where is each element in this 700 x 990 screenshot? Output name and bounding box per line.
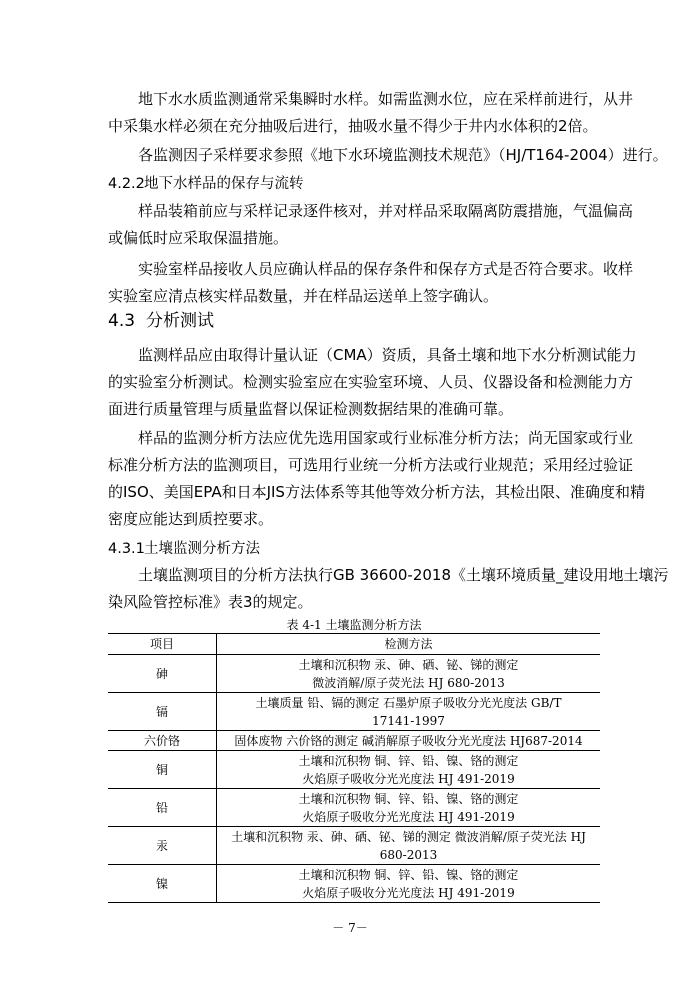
row-item: 铅 [108, 789, 217, 827]
text-line: 各监测因子采样要求参照《地下水环境监测技术规范》（HJ/T164-2004）进行。 [138, 146, 668, 164]
method-line: 火焰原子吸收分光光度法 HJ 491-2019 [302, 885, 515, 900]
text-line: 地下水水质监测通常采集瞬时水样。如需监测水位，应在采样前进行，从井 [138, 90, 634, 108]
text-line: 或偏低时应采取保温措施。 [108, 229, 289, 247]
text-line: 样品装箱前应与采样记录逐件核对，并对样品采取隔离防震措施，气温偏高 [138, 202, 634, 220]
row-item: 镍 [108, 865, 217, 903]
row-method [217, 827, 601, 865]
paragraph-groundwater-sampling [108, 86, 634, 140]
text-line: 实验室样品接收人员应确认样品的保存条件和保存方式是否符合要求。收样 [138, 260, 634, 278]
header-method: 检测方法 [217, 634, 601, 655]
row-method [217, 693, 601, 731]
text-line: 中采集水样必须在充分抽吸后进行，抽吸水量不得少于井内水体积的2倍。 [108, 117, 598, 135]
row-method [217, 751, 601, 789]
method-line: 土壤和沉积物 铜、锌、铅、镍、铬的测定 [298, 753, 519, 768]
row-item: 砷 [108, 655, 217, 693]
paragraph-packing [108, 198, 634, 252]
row-method [217, 865, 601, 903]
method-line: 土壤和沉积物 铜、锌、铅、镍、铬的测定 [298, 867, 519, 882]
method-line: 火焰原子吸收分光光度法 HJ 491-2019 [302, 809, 515, 824]
row-method [217, 731, 601, 751]
paragraph-receiving [108, 256, 634, 310]
paragraph-lab [108, 342, 637, 423]
text-line: 实验室应清点核实样品数量，并在样品运送单上签字确认。 [108, 287, 499, 305]
header-item: 项目 [108, 634, 217, 655]
soil-methods-table [108, 633, 600, 903]
method-line: 土壤和沉积物 汞、砷、硒、铋、锑的测定 微波消解/原子荧光法 HJ [231, 829, 586, 844]
text-line: 面进行质量管理与质量监督以保证检测数据结果的准确可靠。 [108, 400, 514, 418]
table-row [108, 751, 600, 789]
section-number: 4.3 [108, 311, 136, 331]
method-line: 土壤质量 铅、镉的测定 石墨炉原子吸收分光光度法 GB/T [255, 695, 562, 710]
row-method [217, 655, 601, 693]
method-line: 土壤和沉积物 汞、砷、硒、铋、锑的测定 [298, 657, 519, 672]
method-line: 火焰原子吸收分光光度法 HJ 491-2019 [302, 771, 515, 786]
table-row [108, 789, 600, 827]
section-heading-4-3 [108, 309, 214, 333]
table-row [108, 655, 600, 693]
section-heading-4-3-1 [108, 538, 260, 560]
row-method [217, 789, 601, 827]
table-row [108, 865, 600, 903]
table-row [108, 731, 600, 751]
paragraph-soil [108, 562, 669, 616]
table-row [108, 827, 600, 865]
row-item: 汞 [108, 827, 217, 865]
method-line: 微波消解/原子荧光法 HJ 680-2013 [312, 675, 505, 690]
section-number: 4.3.1 [108, 541, 145, 557]
text-line: 标准分析方法的监测项目，可选用行业统一分析方法或行业规范；采用经过验证 [108, 456, 634, 474]
section-title: 分析测试 [146, 311, 214, 331]
text-line: 的实验室分析测试。检测实验室应在实验室环境、人员、仪器设备和检测能力方 [108, 373, 634, 391]
row-item: 六价铬 [108, 731, 217, 751]
method-line: 土壤和沉积物 铜、锌、铅、镍、铬的测定 [298, 791, 519, 806]
method-line: 固体废物 六价铬的测定 碱消解原子吸收分光光度法 HJ687-2014 [234, 733, 583, 748]
text-line: 样品的监测分析方法应优先选用国家或行业标准分析方法；尚无国家或行业 [138, 429, 634, 447]
section-number: 4.2.2 [108, 176, 145, 192]
text-line: 土壤监测项目的分析方法执行GB 36600-2018《土壤环境质量_建设用地土壤污 [138, 566, 669, 584]
row-item: 镉 [108, 693, 217, 731]
paragraph-factor-requirements [108, 142, 668, 169]
method-line: 680-2013 [379, 847, 438, 862]
row-item: 铜 [108, 751, 217, 789]
text-line: 密度应能达到质控要求。 [108, 510, 274, 528]
paragraph-methods [108, 425, 645, 533]
text-line: 染风险管控标准》表3的规定。 [108, 593, 313, 611]
section-title: 地下水样品的保存与流转 [144, 176, 304, 192]
text-line: 的ISO、美国EPA和日本JIS方法体系等其他等效分析方法，其检出限、准确度和精 [108, 483, 645, 501]
method-line: 17141-1997 [372, 713, 445, 728]
page-number: － 7－ [332, 921, 368, 935]
section-title: 土壤监测分析方法 [144, 541, 260, 557]
section-heading-4-2-2 [108, 173, 304, 195]
text-line: 监测样品应由取得计量认证（CMA）资质，具备土壤和地下水分析测试能力 [138, 346, 637, 364]
table-caption: 表 4-1 土壤监测分析方法 [286, 618, 422, 632]
table-header-row [108, 634, 600, 655]
table-row [108, 693, 600, 731]
